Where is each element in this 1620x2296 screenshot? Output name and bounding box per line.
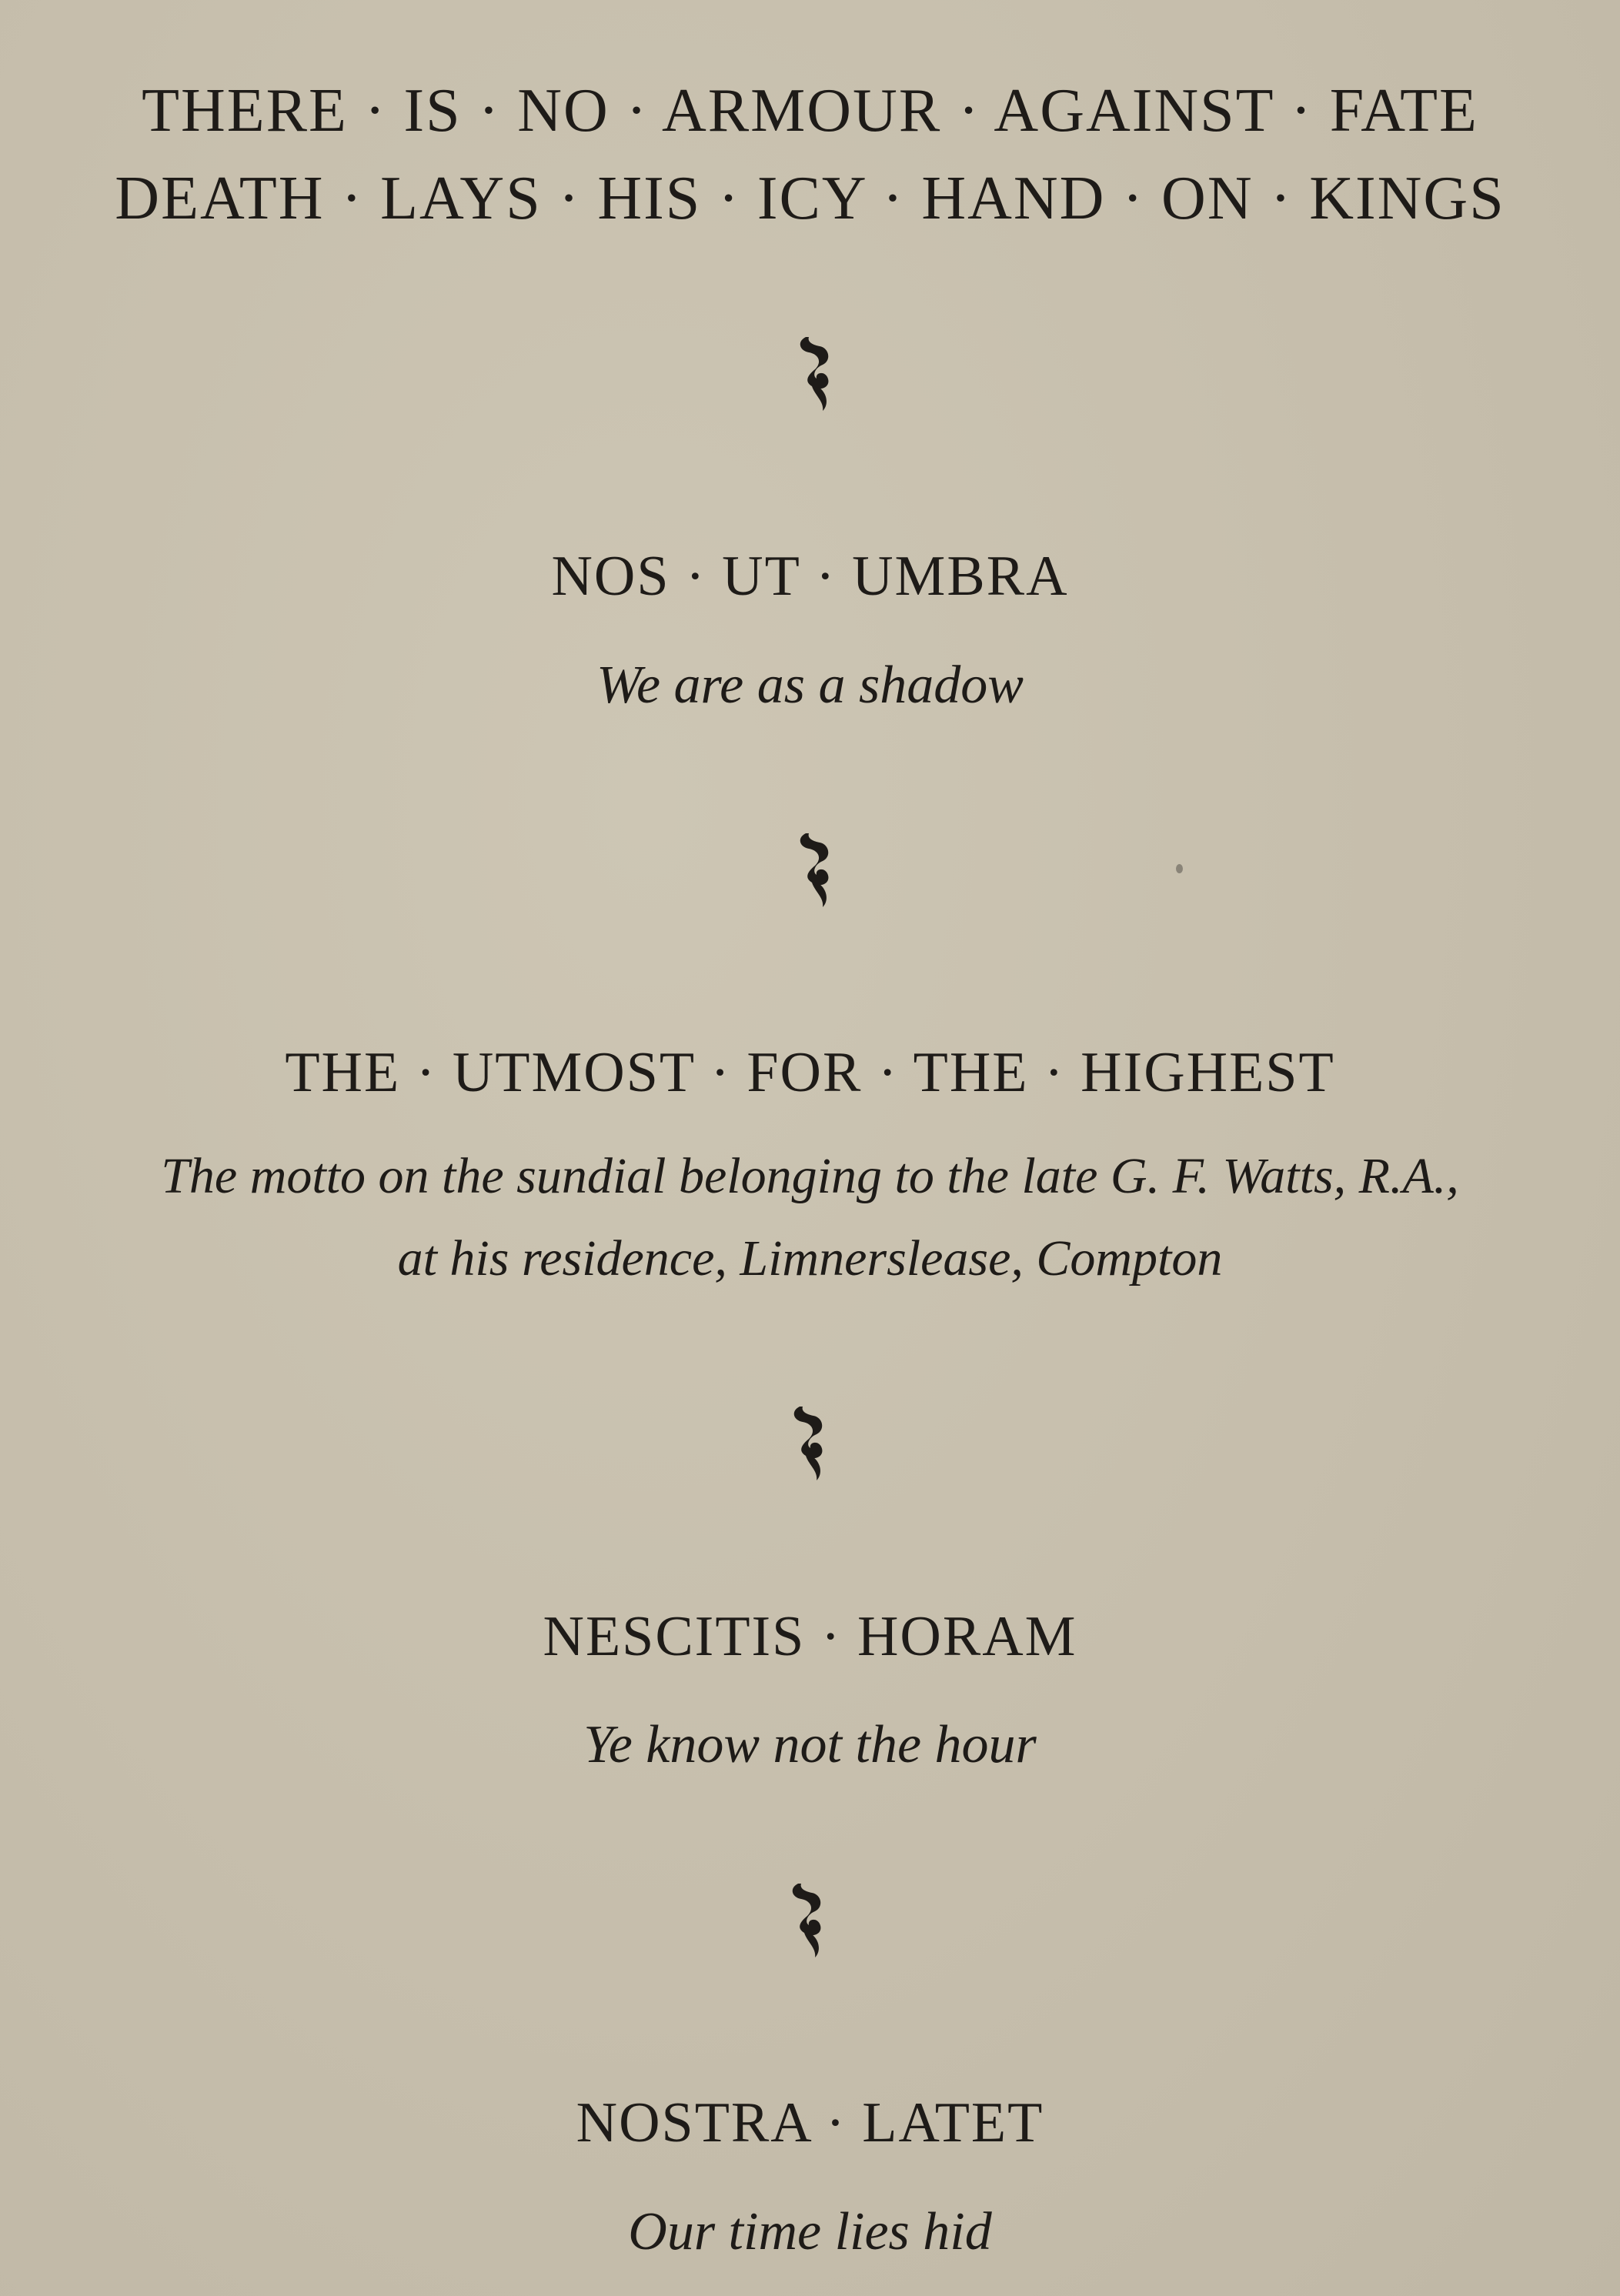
leaf-ornament-icon — [781, 1877, 835, 1962]
leaf-ornament-icon — [789, 331, 843, 415]
motto-3-translation: Ye know not the hour — [583, 1715, 1037, 1774]
paper-speck — [1176, 864, 1183, 873]
verse-line-2: DEATH · LAYS · HIS · ICY · HAND · ON · KINGS — [115, 165, 1505, 232]
motto-1-translation: We are as a shadow — [596, 656, 1024, 715]
leaf-ornament-icon — [783, 1400, 837, 1485]
leaf-ornament-icon — [789, 827, 843, 912]
motto-4-translation: Our time lies hid — [628, 2202, 992, 2261]
motto-3-latin: NESCITIS · HORAM — [543, 1605, 1077, 1668]
motto-2-note-line-2: at his residence, Limnerslease, Compton — [397, 1230, 1223, 1286]
motto-2-note-line-1: The motto on the sundial belonging to the late G. F. Watts, R.A., — [161, 1148, 1459, 1204]
verse-line-1: THERE · IS · NO · ARMOUR · AGAINST · FATE — [142, 77, 1478, 145]
motto-2-latin: THE · UTMOST · FOR · THE · HIGHEST — [285, 1041, 1335, 1104]
motto-4-latin: NOSTRA · LATET — [576, 2091, 1044, 2154]
motto-1-latin: NOS · UT · UMBRA — [551, 545, 1069, 608]
